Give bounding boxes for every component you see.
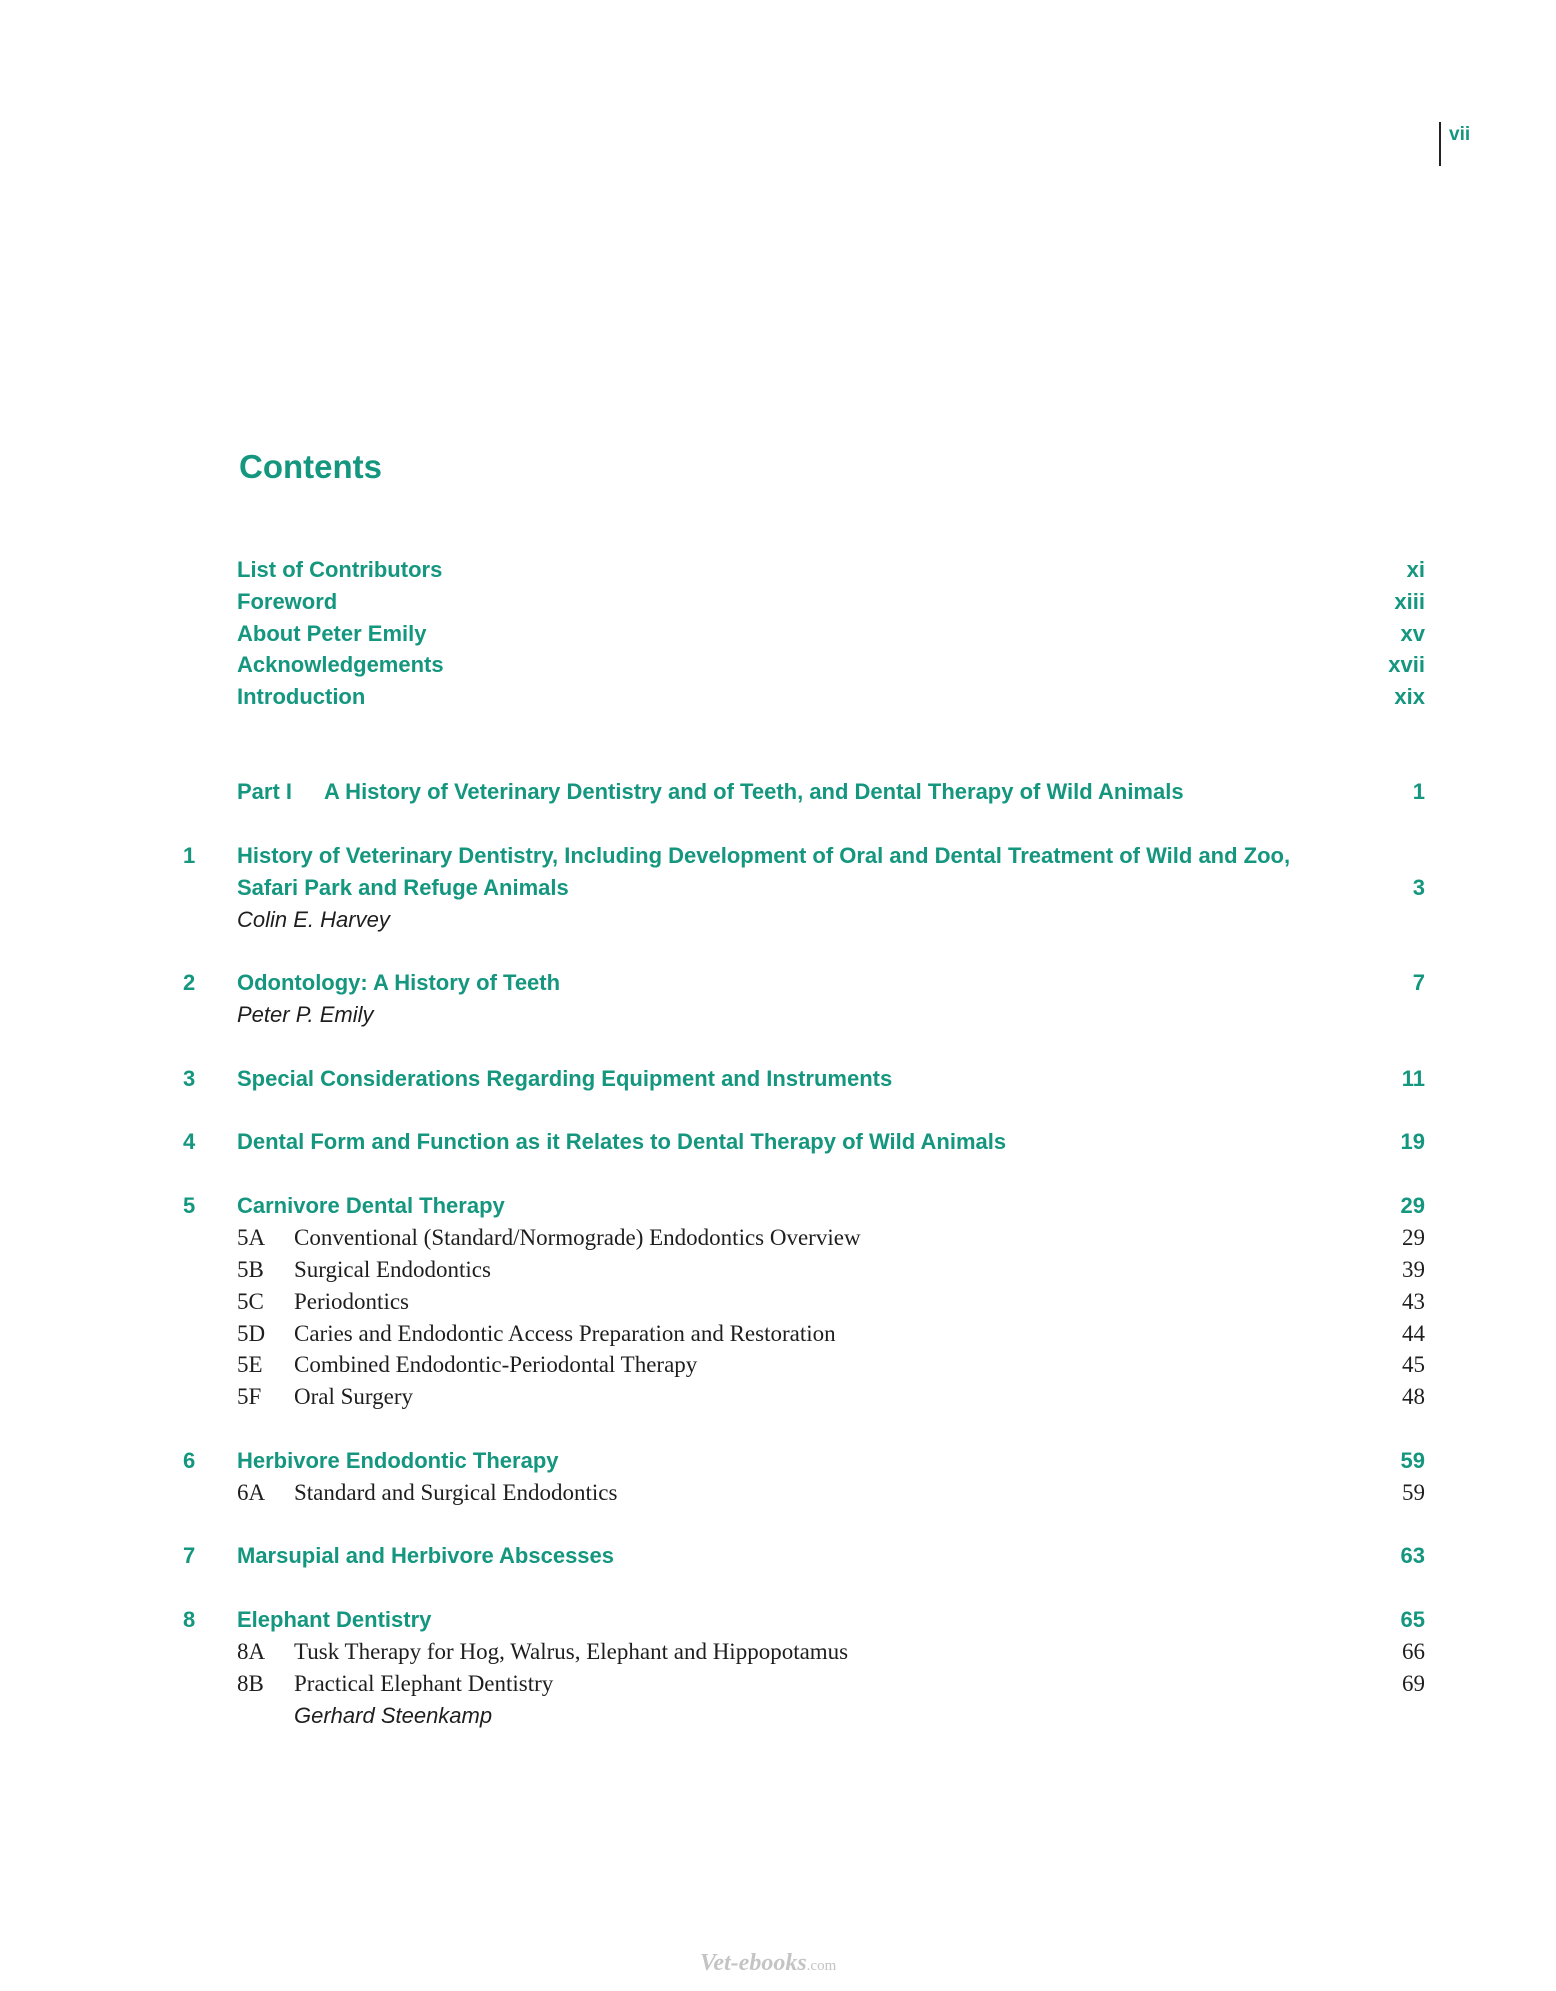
chapter-number: 4 (183, 1129, 196, 1154)
section-code: 8A (237, 1639, 266, 1664)
toc-entry-title: About Peter Emily (237, 621, 427, 646)
chapter-number: 3 (183, 1066, 196, 1091)
chapter-title: Dental Form and Function as it Relates to Dental Therapy of Wild Animals (237, 1129, 1007, 1154)
toc-entry-page: 66 (1402, 1639, 1425, 1664)
chapter-number: 1 (183, 843, 196, 868)
toc-section-5e[interactable] (0, 1349, 1556, 1381)
toc-entry-title: Foreword (237, 589, 338, 614)
toc-entry-page: xix (1394, 684, 1425, 709)
watermark-text: Vet-ebooks (700, 1950, 807, 1976)
section-title: Periodontics (294, 1289, 409, 1314)
toc-entry-page: 45 (1402, 1352, 1425, 1377)
toc-entry-page: xv (1400, 621, 1425, 646)
toc-chapter-8[interactable] (0, 1604, 1556, 1636)
author-name: Colin E. Harvey (237, 907, 390, 932)
toc-chapter-4[interactable] (0, 1126, 1556, 1158)
toc-entry-list-of-contributors[interactable] (0, 554, 1556, 586)
toc-chapter-1-cont[interactable] (0, 872, 1556, 904)
page-number: vii (1449, 124, 1471, 145)
toc-chapter-1[interactable] (0, 840, 1556, 872)
watermark-suffix: .com (806, 1958, 837, 1974)
toc-entry-page: 48 (1402, 1384, 1425, 1409)
toc-entry-page: 29 (1400, 1193, 1425, 1218)
toc-section-5f[interactable] (0, 1381, 1556, 1413)
toc-entry-page: 43 (1402, 1289, 1425, 1314)
section-title: Surgical Endodontics (294, 1257, 491, 1282)
toc-entry-page: 3 (1412, 875, 1425, 900)
chapter-number: 7 (183, 1543, 196, 1568)
chapter-title-line-2: Safari Park and Refuge Animals (237, 875, 569, 900)
toc-section-5d[interactable] (0, 1318, 1556, 1350)
toc-entry-page: 69 (1402, 1671, 1425, 1696)
section-code: 5B (237, 1257, 264, 1282)
toc-section-6a[interactable] (0, 1477, 1556, 1509)
toc-chapter-7[interactable] (0, 1540, 1556, 1572)
toc-entry-page: xvii (1388, 652, 1425, 677)
toc-entry-page: 19 (1400, 1129, 1425, 1154)
section-code: 5F (237, 1384, 262, 1409)
chapter-title: Odontology: A History of Teeth (237, 970, 561, 995)
toc-section-8b[interactable] (0, 1668, 1556, 1700)
chapter-number: 2 (183, 970, 196, 995)
toc-chapter-5[interactable] (0, 1190, 1556, 1222)
chapter-title: Elephant Dentistry (237, 1607, 432, 1632)
toc-part-1[interactable] (0, 776, 1556, 808)
section-author (0, 1700, 1556, 1732)
chapter-title: Marsupial and Herbivore Abscesses (237, 1543, 615, 1568)
author-name: Peter P. Emily (237, 1002, 374, 1027)
chapter-author (0, 904, 1556, 936)
section-code: 8B (237, 1671, 264, 1696)
toc-section-8a[interactable] (0, 1636, 1556, 1668)
page-title: Contents (239, 448, 382, 485)
section-title: Conventional (Standard/Normograde) Endodontics Overview (294, 1225, 861, 1250)
part-title: A History of Veterinary Dentistry and of Teeth, and Dental Therapy of Wild Animals (324, 779, 1184, 804)
toc-entry-page: 29 (1402, 1225, 1425, 1250)
toc-entry-title: Introduction (237, 684, 366, 709)
toc-section-5b[interactable] (0, 1254, 1556, 1286)
section-code: 6A (237, 1480, 266, 1505)
chapter-title: Herbivore Endodontic Therapy (237, 1448, 559, 1473)
section-title: Standard and Surgical Endodontics (294, 1480, 618, 1505)
toc-entry-page: 59 (1402, 1480, 1425, 1505)
watermark-logo (700, 1950, 836, 1977)
section-code: 5C (237, 1289, 264, 1314)
toc-chapter-3[interactable] (0, 1063, 1556, 1095)
toc-entry-page: 1 (1412, 779, 1425, 804)
chapter-number: 8 (183, 1607, 196, 1632)
toc-entry-page: 39 (1402, 1257, 1425, 1282)
toc-entry-page: 7 (1412, 970, 1425, 995)
author-name: Gerhard Steenkamp (294, 1703, 493, 1728)
part-label: Part I (237, 779, 293, 804)
section-title: Oral Surgery (294, 1384, 414, 1409)
section-code: 5A (237, 1225, 266, 1250)
toc-entry-foreword[interactable] (0, 586, 1556, 618)
toc-chapter-6[interactable] (0, 1445, 1556, 1477)
toc-entry-page: 44 (1402, 1321, 1425, 1346)
section-title: Practical Elephant Dentistry (294, 1671, 554, 1696)
chapter-title-line-1: History of Veterinary Dentistry, Including Development of Oral and Dental Treatment of Wild and Zoo, (237, 843, 1291, 868)
chapter-title: Carnivore Dental Therapy (237, 1193, 505, 1218)
toc-entry-title: Acknowledgements (237, 652, 444, 677)
toc-entry-about-peter-emily[interactable] (0, 618, 1556, 650)
section-title: Caries and Endodontic Access Preparation and Restoration (294, 1321, 836, 1346)
toc-chapter-2[interactable] (0, 967, 1556, 999)
chapter-number: 6 (183, 1448, 196, 1473)
section-title: Combined Endodontic-Periodontal Therapy (294, 1352, 698, 1377)
section-title: Tusk Therapy for Hog, Walrus, Elephant and Hippopotamus (294, 1639, 849, 1664)
toc-entry-page: 11 (1401, 1066, 1425, 1091)
chapter-title: Special Considerations Regarding Equipment and Instruments (237, 1066, 893, 1091)
toc-entry-introduction[interactable] (0, 681, 1556, 713)
section-code: 5E (237, 1352, 263, 1377)
toc-entry-page: 59 (1400, 1448, 1425, 1473)
toc-section-5a[interactable] (0, 1222, 1556, 1254)
toc-entry-acknowledgements[interactable] (0, 649, 1556, 681)
toc-section-5c[interactable] (0, 1286, 1556, 1318)
toc-entry-page: xiii (1394, 589, 1425, 614)
toc-entry-page: 65 (1400, 1607, 1425, 1632)
chapter-number: 5 (183, 1193, 196, 1218)
section-code: 5D (237, 1321, 266, 1346)
toc-entry-page: xi (1406, 557, 1425, 582)
chapter-author (0, 999, 1556, 1031)
toc-entry-page: 63 (1400, 1543, 1425, 1568)
toc-entry-title: List of Contributors (237, 557, 443, 582)
